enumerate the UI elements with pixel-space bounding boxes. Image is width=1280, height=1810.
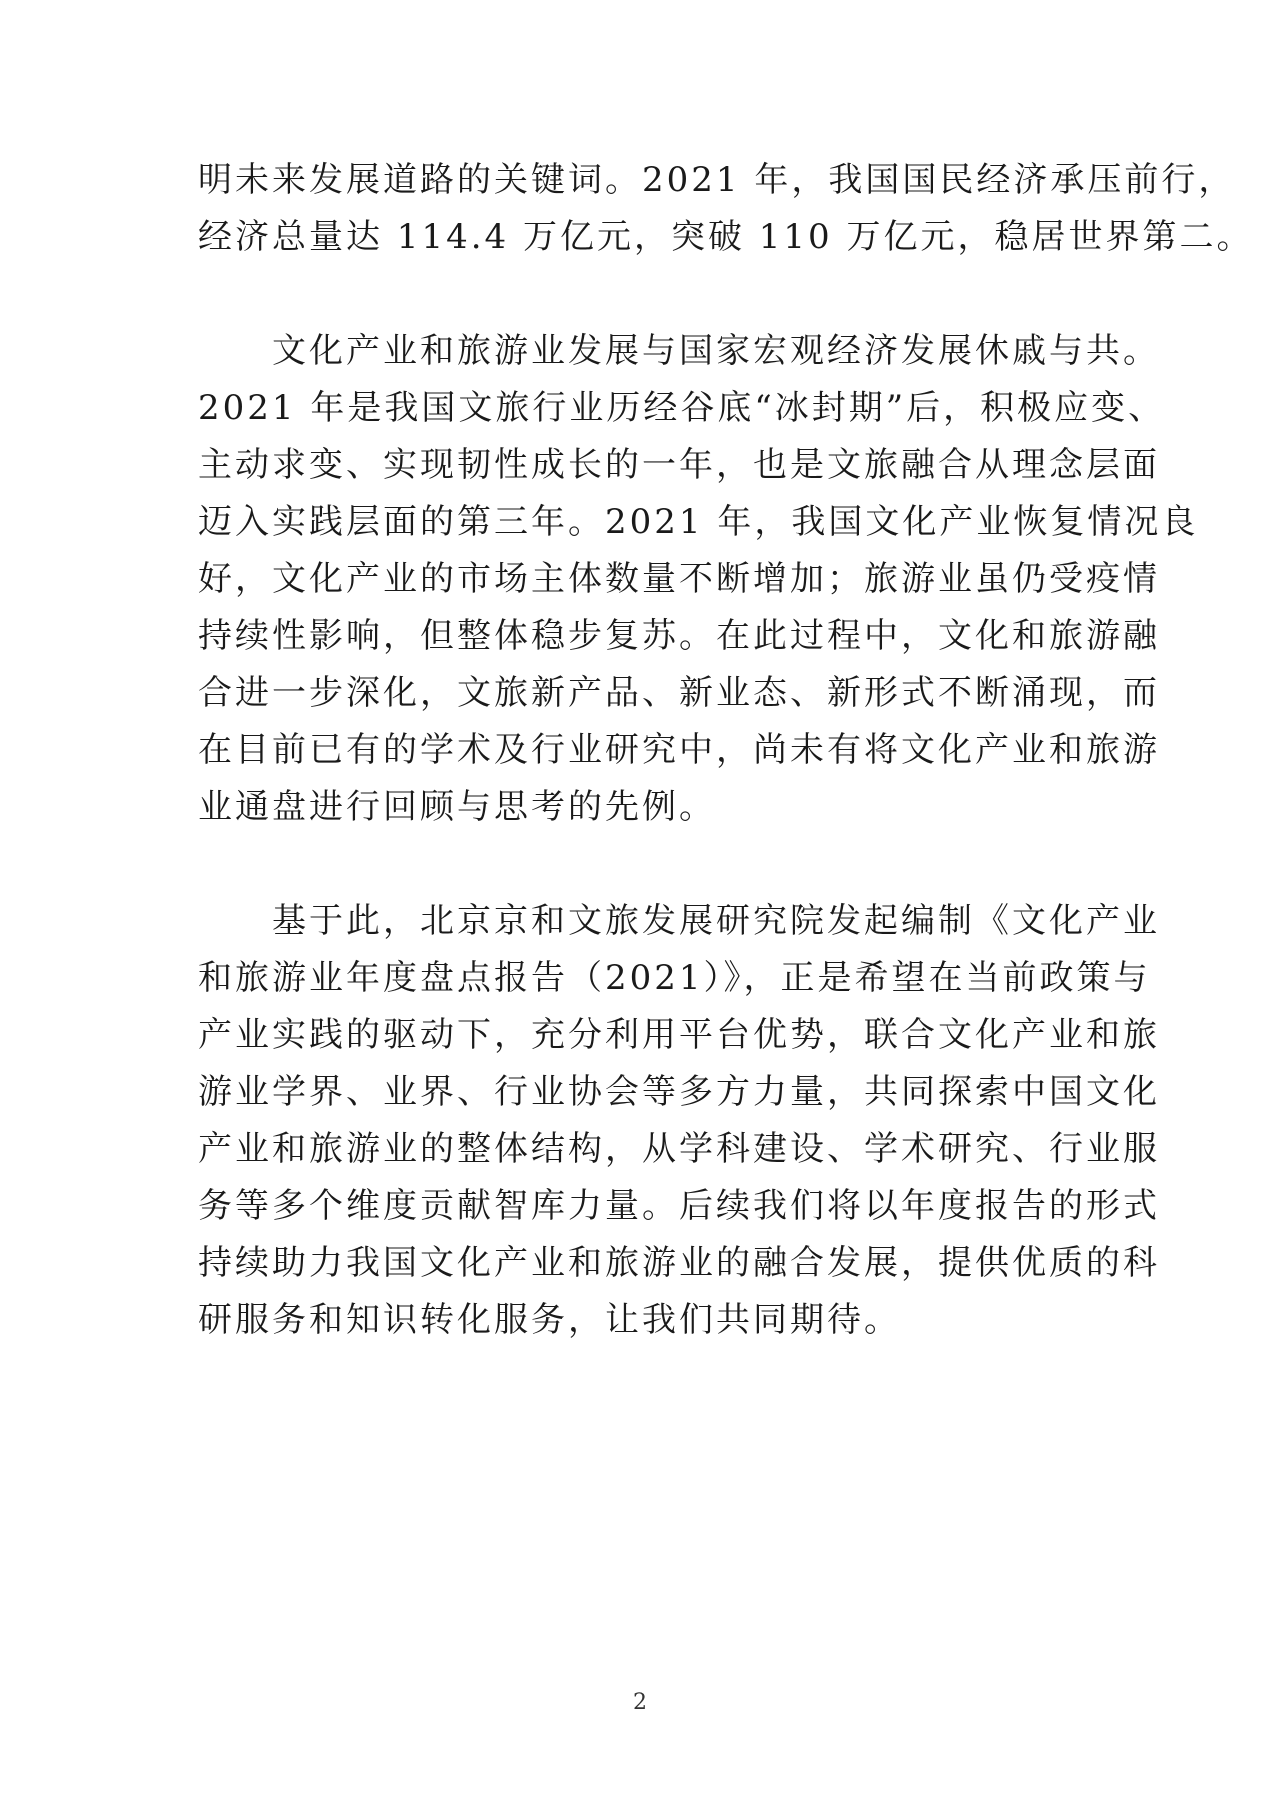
- text-line: 务等多个维度贡献智库力量。后续我们将以年度报告的形式: [198, 1186, 1160, 1226]
- text-line: 持续性影响，但整体稳步复苏。在此过程中，文化和旅游融: [198, 616, 1160, 656]
- text-line: 好，文化产业的市场主体数量不断增加；旅游业虽仍受疫情: [198, 559, 1160, 599]
- text-line: [198, 266, 1090, 323]
- text-line: 迈入实践层面的第三年。2021 年，我国文化产业恢复情况良: [198, 502, 1199, 542]
- text-line: 明未来发展道路的关键词。2021 年，我国国民经济承压前行，: [198, 160, 1236, 200]
- text-line: 基于此，北京京和文旅发展研究院发起编制《文化产业: [198, 901, 1160, 941]
- text-line: 和旅游业年度盘点报告（2021）》，正是希望在当前政策与: [198, 958, 1151, 998]
- page-number: 2: [633, 1690, 647, 1715]
- text-line: [198, 836, 1090, 893]
- text-line: 产业实践的驱动下，充分利用平台优势，联合文化产业和旅: [198, 1015, 1160, 1055]
- text-line: 主动求变、实现韧性成长的一年，也是文旅融合从理念层面: [198, 445, 1160, 485]
- text-line: 业通盘进行回顾与思考的先例。: [198, 787, 716, 827]
- text-line: 产业和旅游业的整体结构，从学科建设、学术研究、行业服: [198, 1129, 1160, 1169]
- text-line: 在目前已有的学术及行业研究中，尚未有将文化产业和旅游: [198, 730, 1160, 770]
- text-line: 游业学界、业界、行业协会等多方力量，共同探索中国文化: [198, 1072, 1160, 1112]
- text-line: 研服务和知识转化服务，让我们共同期待。: [198, 1300, 901, 1340]
- text-line: 文化产业和旅游业发展与国家宏观经济发展休戚与共。: [198, 331, 1160, 371]
- text-line: 2021 年是我国文旅行业历经谷底“冰封期”后，积极应变、: [198, 388, 1166, 428]
- body-text: [198, 152, 1254, 1349]
- text-line: 合进一步深化，文旅新产品、新业态、新形式不断涌现，而: [198, 673, 1160, 713]
- text-line: 持续助力我国文化产业和旅游业的融合发展，提供优质的科: [198, 1243, 1160, 1283]
- text-line: 经济总量达 114.4 万亿元，突破 110 万亿元，稳居世界第二。: [198, 217, 1254, 257]
